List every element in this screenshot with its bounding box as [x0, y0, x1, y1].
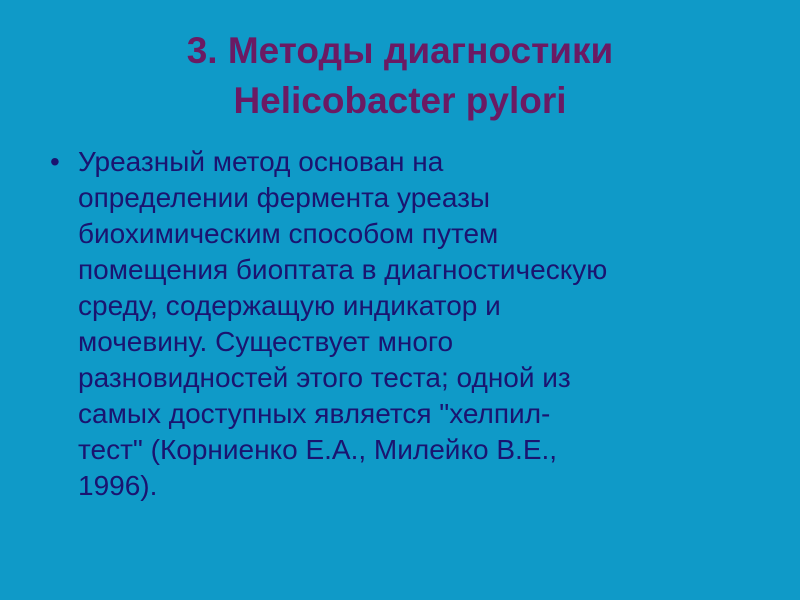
slide-title-line-2: Helicobacter pylori	[233, 80, 567, 121]
bullet-text-line-9: тест" (Корниенко Е.А., Милейко В.Е.,	[78, 434, 558, 465]
bullet-item	[44, 144, 764, 504]
bullet-text-line-10: 1996).	[78, 470, 158, 501]
bullet-text-line-8: самых доступных является "хелпил-	[78, 398, 551, 429]
bullet-text-line-7: разновидностей этого теста; одной из	[78, 362, 571, 393]
bullet-text-line-2: определении фермента уреазы	[78, 182, 491, 213]
bullet-text-line-6: мочевину. Существует много	[78, 326, 454, 357]
bullet-list	[44, 144, 764, 504]
bullet-text-line-3: биохимическим способом путем	[78, 218, 499, 249]
bullet-text-line-4: помещения биоптата в диагностическую	[78, 254, 608, 285]
bullet-text-line-5: среду, содержащую индикатор и	[78, 290, 501, 321]
bullet-text-line-1: Уреазный метод основан на	[78, 146, 444, 177]
bullet-dot-icon: •	[50, 146, 60, 177]
slide-title-line-1: 3. Методы диагностики	[186, 30, 614, 71]
slide-title	[0, 26, 800, 126]
